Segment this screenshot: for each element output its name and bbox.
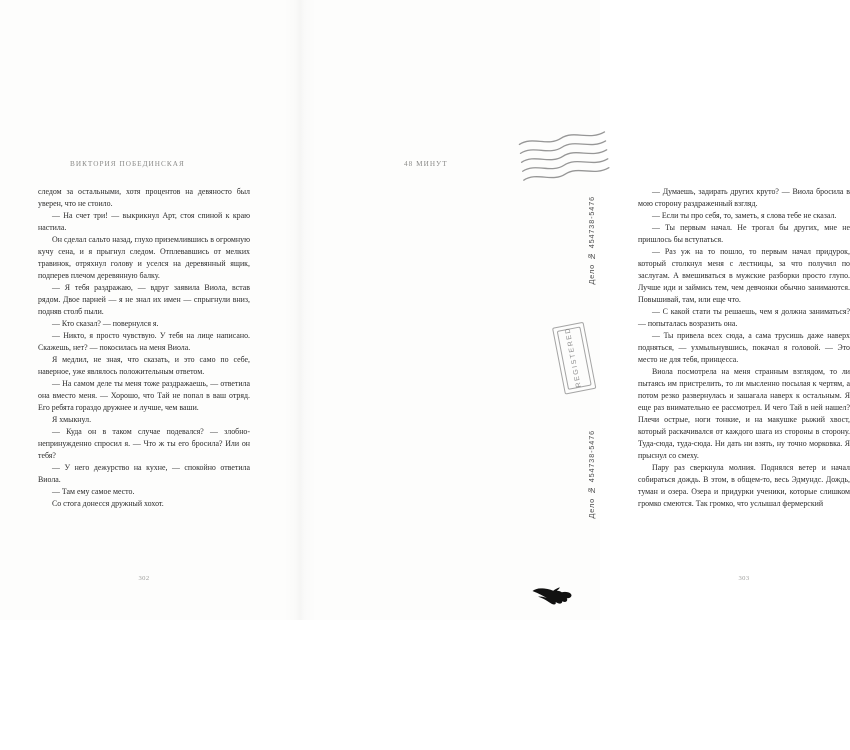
paragraph: — Кто сказал? — повернулся я. xyxy=(52,319,159,328)
paragraph: следом за остальными, хотя процентов на девяносто был уверен, что не стоило. xyxy=(38,187,250,208)
left-page-text-column xyxy=(38,186,250,510)
right-page xyxy=(300,0,850,620)
paragraph: — Если ты про себя, то, заметь, я слова тебе не сказал. xyxy=(652,211,837,220)
paragraph: Он сделал сальто назад, глухо приземлившись в огромную кучу сена, и я прыгнул следом. Отплевавшись от мелких травинок, отряхнул голову и уселся на деревянный ящик, подперев плечом деревянную балку. xyxy=(38,235,250,280)
paragraph: Я хмыкнул. xyxy=(52,415,92,424)
paragraph: Пару раз сверкнула молния. Поднялся ветер и начал собираться дождь. В этом, в общем-то, весь Эдмундс. Дождь, туман и озера. Озера и придурки ученики, которые слишком громко смеются. Так громко, что услышал фермерский xyxy=(638,463,850,508)
right-page-running-head: 48 МИНУТ xyxy=(404,160,448,168)
paragraph: — С какой стати ты решаешь, чем я должна заниматься? — попыталась возразить она. xyxy=(638,307,850,328)
case-number-stamp-lower xyxy=(587,430,596,518)
paragraph: — Я тебя раздражаю, — вдруг заявила Виола, встав рядом. Двое парней — я не знал их имен — спрыгнули вниз, подняв столб пыли. xyxy=(38,283,250,316)
paragraph: — Куда он в таком случае подевался? — злобно-непринужденно спросил я. — Что ж ты его бросила? Или он тебя? xyxy=(38,427,250,460)
registered-rubber-stamp xyxy=(532,314,619,401)
paragraph: — Там ему самое место. xyxy=(52,487,135,496)
paragraph: — У него дежурство на кухне, — спокойно ответила Виола. xyxy=(38,463,250,484)
registered-stamp-label: REGISTERED xyxy=(563,326,583,389)
left-page xyxy=(0,0,300,620)
flying-bird-logo xyxy=(530,586,574,608)
right-page-text-column xyxy=(638,186,850,510)
paragraph: — Ты привела всех сюда, а сама трусишь даже наверх подняться, — ухмыльнувшись, покачал я головой. — Это место не для тебя, принцесса. xyxy=(638,331,850,364)
left-page-folio: 302 xyxy=(138,575,150,582)
paragraph: Я медлил, не зная, что сказать, и это само по себе, наверное, уже являлось положительным ответом. xyxy=(38,355,250,376)
case-number-stamp-upper xyxy=(587,196,596,284)
paragraph: — На счет три! — выкрикнул Арт, стоя спиной к краю настила. xyxy=(38,211,250,232)
paragraph: — Раз уж на то пошло, то первым начал придурок, который столкнул меня с лестницы, за что получил по заслугам. А вмешиваться в мужские разборки просто глупо. Лучше иди и займись тем, чем девчонки обычно занимаются. Повышивай, там, или еще что. xyxy=(638,247,850,304)
case-number-text: Дело № 454738-5476 xyxy=(587,430,596,519)
right-page-folio: 303 xyxy=(738,575,750,582)
postal-cancellation-waves-icon xyxy=(519,128,611,190)
paragraph: — Никто, я просто чувствую. У тебя на лице написано. Скажешь, нет? — покосилась на меня Виола. xyxy=(38,331,250,352)
stamp-label-wrapper xyxy=(552,322,594,393)
case-number-text: Дело № 454738-5476 xyxy=(587,196,596,285)
paragraph: Со стога донесся дружный хохот. xyxy=(52,499,164,508)
left-page-running-head: ВИКТОРИЯ ПОБЕДИНСКАЯ xyxy=(70,160,185,168)
paragraph: — Думаешь, задирать других круто? — Виола бросила в мою сторону раздраженный взгляд. xyxy=(638,187,850,208)
paragraph: — Ты первым начал. Не трогал бы других, мне не пришлось бы вступаться. xyxy=(638,223,850,244)
paragraph: — На самом деле ты меня тоже раздражаешь, — ответила она вместо меня. — Хорошо, что Тай не попал в ваш отряд. Его ребята гораздо дружнее и лучше, чем ваши. xyxy=(38,379,250,412)
paragraph: Виола посмотрела на меня странным взглядом, то ли пытаясь им пристрелить, то ли мысленно посылая к чертям, а потом резко развернулась и зашагала наверх к остальным. Я еще раз внимательно ее рассмотрел. И чего Тай в ней нашел? Плечи острые, ноги тонкие, и на макушке рыжий хвост, который раскачивался от каждого шага из стороны в сторону. Туда-сюда, туда-сюда. Ни дать ни взять, ну точно морковка. Я прыснул со смеху. xyxy=(638,367,850,460)
